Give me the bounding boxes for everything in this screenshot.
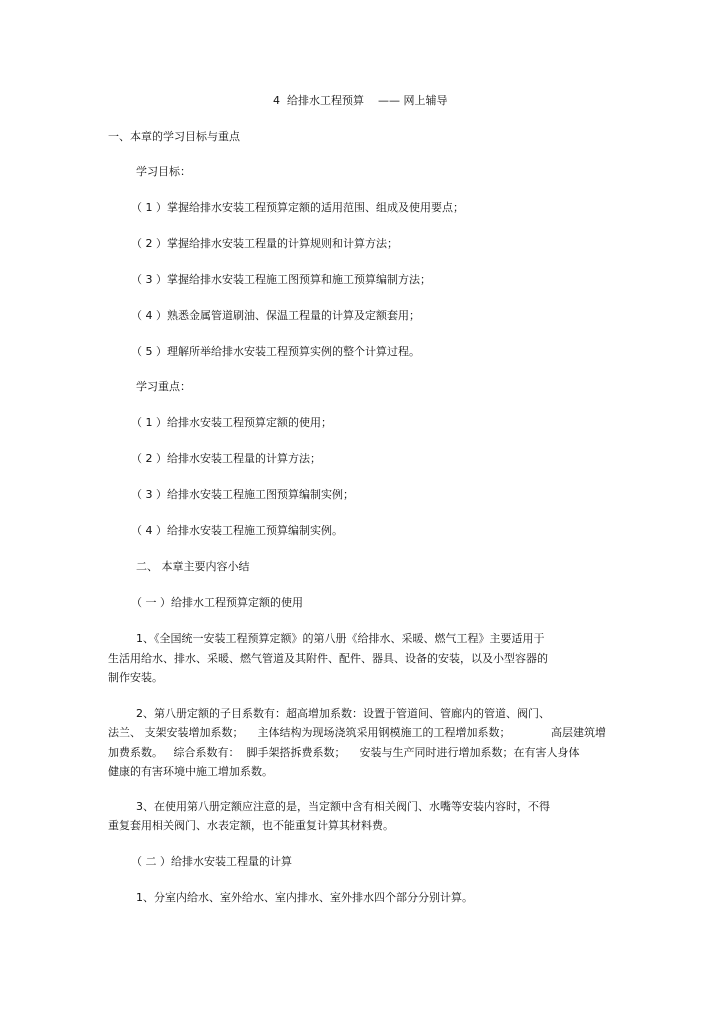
- subsection-heading: （ 一 ）给排水工程预算定额的使用: [131, 596, 303, 609]
- focus-item: （ 3 ）给排水安装工程施工图预算编制实例；: [131, 488, 354, 501]
- paragraph-line: 1、分室内给水、室外给水、室内排水、室外排水四个部分分别计算。: [136, 891, 473, 904]
- goal-item: （ 2 ）掌握给排水安装工程量的计算规则和计算方法；: [131, 237, 398, 250]
- paragraph-line: 重复套用相关阀门、水表定额，也不能重复计算其材料费。: [108, 819, 394, 832]
- focus-item: （ 2 ）给排水安装工程量的计算方法；: [131, 452, 321, 465]
- focus-label: 学习重点：: [136, 380, 191, 393]
- paragraph-line: 1、《全国统一安装工程预算定额》的第八册《给排水、采暖、燃气工程》主要适用于: [136, 632, 545, 645]
- paragraph-line: 制作安装。: [108, 671, 163, 684]
- section-2-heading: 二、 本章主要内容小结: [136, 560, 250, 573]
- paragraph-line: 加费系数。 综合系数有： 脚手架搭拆费系数； 安装与生产同时进行增加系数；在有害人身体: [108, 746, 580, 759]
- goal-item: （ 1 ）掌握给排水安装工程预算定额的适用范围、组成及使用要点；: [131, 201, 464, 214]
- paragraph-line: 健康的有害环境中施工增加系数。: [108, 765, 273, 778]
- goal-item: （ 5 ）理解所举给排水安装工程预算实例的整个计算过程。: [131, 345, 420, 358]
- focus-item: （ 4 ）给排水安装工程施工预算编制实例。: [131, 524, 343, 537]
- section-1-heading: 一、本章的学习目标与重点: [108, 130, 240, 143]
- goals-label: 学习目标：: [136, 165, 191, 178]
- focus-item: （ 1 ）给排水安装工程预算定额的使用；: [131, 416, 332, 429]
- goal-item: （ 3 ）掌握给排水安装工程施工图预算和施工预算编制方法；: [131, 273, 431, 286]
- paragraph-line: 生活用给水、排水、采暖、燃气管道及其附件、配件、器具、设备的安装，以及小型容器的: [108, 652, 548, 665]
- paragraph-line: 法兰、 支架安装增加系数； 主体结构为现场浇筑采用钢模施工的工程增加系数；: [108, 726, 511, 739]
- paragraph-line: 高层建筑增: [551, 726, 606, 739]
- goal-item: （ 4 ）熟悉金属管道刷油、保温工程量的计算及定额套用；: [131, 309, 420, 322]
- subsection-heading: （ 二 ）给排水安装工程量的计算: [131, 855, 292, 868]
- page-title: 4 给排水工程预算 —— 网上辅导: [273, 94, 448, 107]
- paragraph-line: 3、在使用第八册定额应注意的是，当定额中含有相关阀门、水嘴等安装内容时，不得: [136, 800, 550, 813]
- paragraph-line: 2、第八册定额的子目系数有：超高增加系数：设置于管道间、管廊内的管道、阀门、: [136, 707, 550, 720]
